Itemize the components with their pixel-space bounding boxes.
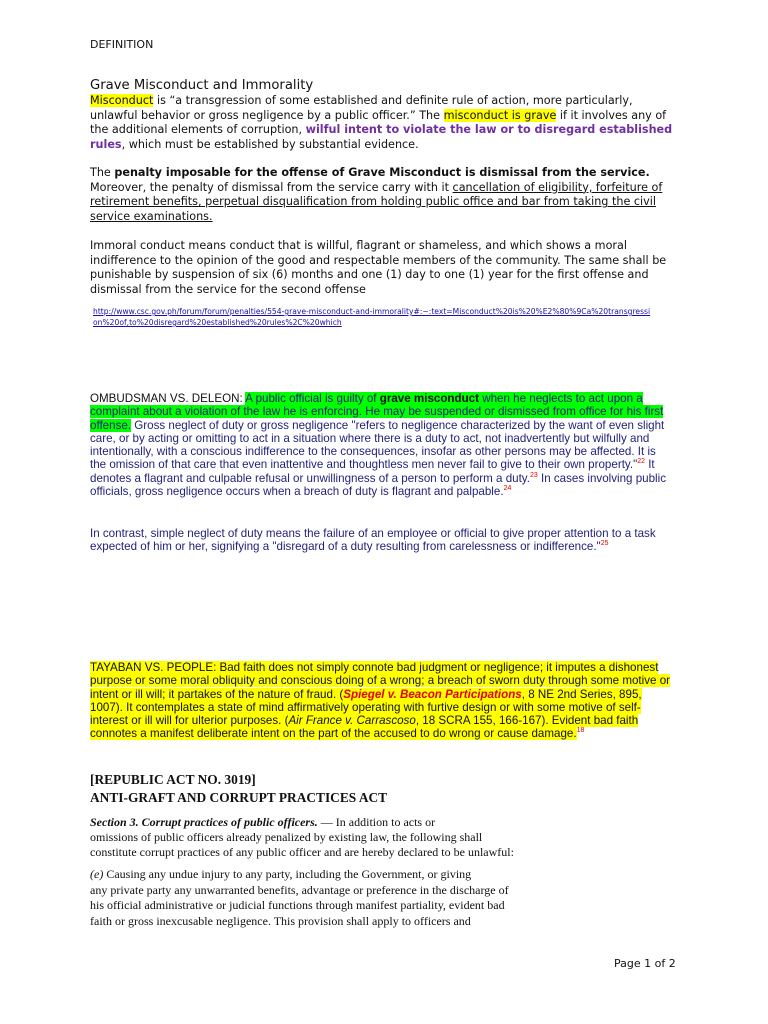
section-3-e-text: (e) Causing any undue injury to any party, including the Government, or giving any private party any unwarranted benefits, advantage or preference in the discharge of his official administrative or judicial functions through manifest partiality, evident bad faith or gross inexcusable negligence. This provision shall apply to officers and <box>90 867 509 928</box>
tayaban-paragraph: TAYABAN VS. PEOPLE: Bad faith does not simply connote bad judgment or negligence; it imputes a dishonest purpose or some moral obliquity and conscious doing of a wrong; a breach of sworn duty through some motive or intent or ill will; it partakes of the nature of fraud. (Spiegel v. Beacon Participations, 8 NE 2nd Series, 895, 1007). It contemplates a state of mind affirmatively operating with furtive design or with some motive of self-interest or ill will for ulterior purposes. (Air France v. Carrascoso, 18 SCRA 155, 166-167). Evident bad faith connotes a manifest deliberate intent on the part of the accused to do wrong or cause damage.$^{18}$ <box>90 661 670 741</box>
source-link[interactable]: http://www.csc.gov.ph/forum/forum/penalties/554-grave-misconduct-and-immorality#:~:text=Misconduct%20is%20%E2%80%9Ca%20transgression%20of,to%20disregard%20established%20rules%2C%20which <box>93 307 651 327</box>
penalty-paragraph: The penalty imposable for the offense of Grave Misconduct is dismissal from the service. Moreover, the penalty of dismissal from the service carry with it cancellation of eligibility, forfeiture of retirement benefits, perpetual disqualification from holding public office and bar from taking the civil service examinations. <box>90 166 663 223</box>
section-heading: DEFINITION <box>90 38 154 51</box>
section-3-text: Section 3. Corrupt practices of public officers. — In addition to acts or omissions of public officers already penalized by existing law, the following shall constitute corrupt practices of any public officer and are hereby declared to be unlawful: <box>90 815 514 859</box>
simple-neglect-paragraph: In contrast, simple neglect of duty means the failure of an employee or official to give proper attention to a task expected of him or her, signifying a "disregard of a duty resulting from carelessness or indifference."$^{25}$ <box>90 527 656 554</box>
page-number: Page 1 of 2 <box>614 957 676 970</box>
section-title: Grave Misconduct and Immorality <box>90 78 314 93</box>
ombudsman-paragraph: OMBUDSMAN VS. DELEON: A public official is guilty of grave misconduct when he neglects to act upon a complaint about a violation of the law he is enforcing. He may be suspended or dismissed from office for his first offense. Gross neglect of duty or gross negligence "refers to negligence characterized by the want of even slight care, or by acting or omitting to act in a situation where there is a duty to act, not inadvertently but wilfully and intentionally, with a conscious indifference to the consequences, insofar as other persons may be affected. It is the omission of that care that even inattentive and thoughtless men never fail to give to their own property."$^{22}$ It denotes a flagrant and culpable refusal or unwillingness of a person to perform a duty.$^{23}$ In cases involving public officials, gross negligence occurs when a breach of duty is flagrant and palpable.$^{24}$ <box>90 392 667 499</box>
republic-act-title: [REPUBLIC ACT NO. 3019] ANTI-GRAFT AND CORRUPT PRACTICES ACT <box>90 772 388 805</box>
immoral-conduct-paragraph: Immoral conduct means conduct that is willful, flagrant or shameless, and which shows a moral indifference to the opinion of the good and respectable members of the community. The same shall be punishable by suspension of six (6) months and one (1) day to one (1) year for the first offense and dismissal from the service for the second offense <box>90 239 667 296</box>
misconduct-definition-paragraph: Misconduct is “a transgression of some established and definite rule of action, more particularly, unlawful behavior or gross negligence by a public officer.” The misconduct is grave if it involves any of the additional elements of corruption, wilful intent to violate the law or to disregard established rules, which must be established by substantial evidence. <box>90 94 673 151</box>
